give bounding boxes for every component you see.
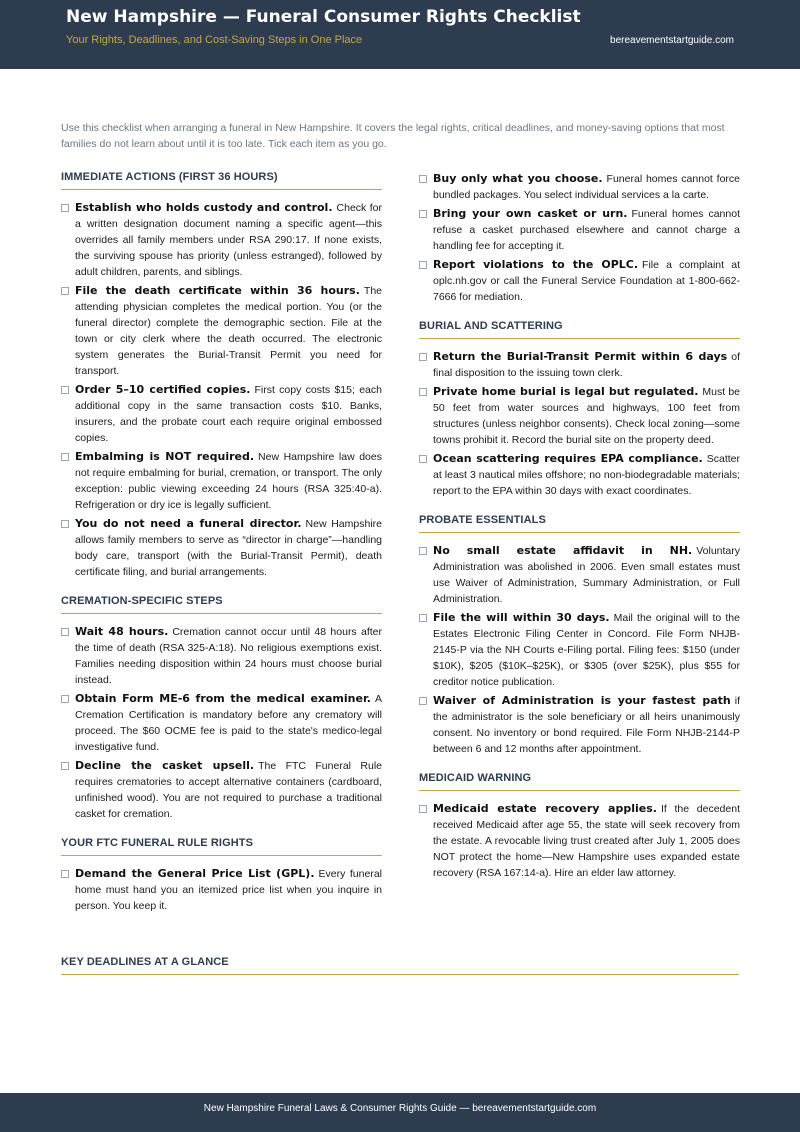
section-heading: IMMEDIATE ACTIONS (FIRST 36 HOURS) [61,171,382,190]
item-lead: Obtain Form ME-6 from the medical examiner. [75,692,371,705]
checkbox[interactable] [61,520,69,528]
left-column [61,171,382,917]
checkbox[interactable] [419,210,427,218]
item-text: Funeral homes cannot refuse a casket purchased elsewhere and cannot charge a handling fee for accepting it. [433,208,740,252]
section-immediate [61,171,382,580]
footer-text: New Hampshire Funeral Laws & Consumer Rights Guide — bereavementstartguide.com [203,1103,597,1114]
checklist-item [61,624,382,688]
item-text: of final disposition to the issuing town clerk. [433,351,740,379]
checkbox[interactable] [61,386,69,394]
section-ftc-continued [419,171,740,305]
checklist-item [419,206,740,254]
checklist-item [61,691,382,755]
item-lead: Establish who holds custody and control. [75,201,333,214]
checkbox[interactable] [419,697,427,705]
item-text: Cremation cannot occur until 48 hours after the time of death (RSA 325-A:18). No religious exemptions exist. Families needing disposition within 24 hours must choose burial instead. [75,626,383,686]
checkbox[interactable] [419,805,427,813]
item-lead: Order 5–10 certified copies. [75,383,251,396]
item-text: Mail the original will to the Estates Electronic Filing Center in Concord. File Form NHJB-2145-P via the NH Courts e-Filing portal. Filing fees: $150 (under $10K), $205 ($10K–$25K), or $305 (over $25K), plus $55 for creditor notice publication. [433,612,740,688]
section-heading: YOUR FTC FUNERAL RULE RIGHTS [61,837,382,856]
page-header [0,0,800,69]
section-heading: PROBATE ESSENTIALS [419,514,740,533]
intro-paragraph: Use this checklist when arranging a funeral in New Hampshire. It covers the legal rights, critical deadlines, and money-saving options that most families do not learn about until it is too late. Tick each item as you go. [61,122,725,150]
item-text: The FTC Funeral Rule requires crematories to accept alternative containers (cardboard, unfinished wood). You are not required to purchase a traditional casket for cremation. [75,760,382,820]
item-lead: Wait 48 hours. [75,625,169,638]
checklist-item [419,693,740,757]
checkbox[interactable] [61,762,69,770]
item-lead: Private home burial is legal but regulated. [433,385,699,398]
item-text: New Hampshire law does not require embalming for burial, cremation, or transport. The only exception: public viewing exceeding 24 hours (RSA 325:40-a). Refrigeration or dry ice is legally sufficient. [75,451,382,511]
item-lead: You do not need a funeral director. [75,517,302,530]
checkbox[interactable] [61,287,69,295]
item-lead: Waiver of Administration is your fastest path [433,694,731,707]
checkbox[interactable] [61,453,69,461]
checkbox[interactable] [419,547,427,555]
item-text: Check for a written designation document naming a specific agent—this overrides all family members under RSA 290:17. If none exists, the surviving spouse has priority (unless estranged), followed by adult children, parents, and siblings. [75,202,382,278]
checkbox[interactable] [419,175,427,183]
item-lead: Ocean scattering requires EPA compliance. [433,452,703,465]
checklist-item [419,171,740,203]
item-text: First copy costs $15; each additional copy in the same transaction costs $10. Banks, insurers, and the probate court each require original embossed copies. [75,384,382,444]
checkbox[interactable] [419,353,427,361]
item-lead: Medicaid estate recovery applies. [433,802,657,815]
checklist-item [61,516,382,580]
section-heading: KEY DEADLINES AT A GLANCE [61,956,739,975]
checklist-item [419,384,740,448]
checklist-item [419,543,740,607]
item-text: if the administrator is the sole beneficiary or all heirs unanimously consent. No inventory or bond required. File Form NHJB-2144-P between 6 and 12 months after appointment. [433,695,740,755]
page-subtitle: Your Rights, Deadlines, and Cost-Saving Steps in One Place [66,34,363,46]
section-heading: BURIAL AND SCATTERING [419,320,740,339]
section-burial [419,320,740,499]
checklist-item [419,801,740,881]
page-title: New Hampshire — Funeral Consumer Rights Checklist [66,7,581,27]
checkbox[interactable] [419,614,427,622]
checklist-item [61,283,382,379]
item-text: Funeral homes cannot force bundled packages. You select individual services a la carte. [433,173,740,201]
item-text: File a complaint at oplc.nh.gov or call the Funeral Service Foundation at 1-800-662-7666 for mediation. [433,259,740,303]
item-lead: File the death certificate within 36 hours. [75,284,360,297]
item-lead: File the will within 30 days. [433,611,610,624]
checklist-item [61,758,382,822]
checkbox[interactable] [61,870,69,878]
checkbox[interactable] [419,261,427,269]
item-lead: Report violations to the OPLC. [433,258,639,271]
item-lead: Bring your own casket or urn. [433,207,628,220]
checklist-item [419,451,740,499]
section-heading: MEDICAID WARNING [419,772,740,791]
item-text: Voluntary Administration was abolished in 2006. Even small estates must use Waiver of Administration, Summary Administration, or Full Administration. [433,545,740,605]
checklist-item [419,257,740,305]
item-lead: Return the Burial-Transit Permit within 6 days [433,350,728,363]
item-text: Must be 50 feet from water sources and highways, 100 feet from structures (unless neighbor consents). Check local zoning—some towns prohibit it. Record the burial site on the property deed. [433,386,740,446]
checklist-item [61,449,382,513]
item-lead: Buy only what you choose. [433,172,603,185]
checklist-item [419,349,740,381]
item-text: The attending physician completes the medical portion. You (or the funeral director) complete the demographic section. File at the town or city clerk where the death occurred. The electronic system generates the Burial-Transit Permit you need for transport. [75,285,382,377]
item-text: Scatter at least 3 nautical miles offshore; no non-biodegradable materials; report to the EPA within 30 days with exact coordinates. [433,453,740,497]
section-medicaid [419,772,740,881]
item-lead: Embalming is NOT required. [75,450,255,463]
section-heading: CREMATION-SPECIFIC STEPS [61,595,382,614]
checklist-item [61,200,382,280]
header-site-url: bereavementstartguide.com [610,35,734,46]
checkbox[interactable] [419,455,427,463]
item-lead: Decline the casket upsell. [75,759,255,772]
item-text: New Hampshire allows family members to serve as “director in charge”—handling body care, transport (with the Burial-Transit Permit), death certificate filing, and burial arrangements. [75,518,382,578]
checkbox[interactable] [61,628,69,636]
item-text: Every funeral home must hand you an itemized price list when you inquire in person. You keep it. [75,868,382,912]
item-text: If the decedent received Medicaid after age 55, the state will seek recovery from the estate. A revocable living trust created after July 1, 2005 does NOT protect the home—New Hampshire uses expanded estate recovery (RSA 167:14-a). Hire an elder law attorney. [433,803,740,879]
checkbox[interactable] [419,388,427,396]
checklist-item [419,610,740,690]
section-cremation [61,595,382,822]
section-deadlines [61,956,739,985]
checklist-item [61,866,382,914]
item-lead: No small estate affidavit in NH. [433,544,693,557]
checkbox[interactable] [61,204,69,212]
page-footer [0,1093,800,1132]
item-lead: Demand the General Price List (GPL). [75,867,315,880]
item-text: A Cremation Certification is mandatory before any crematory will proceed. The $60 OCME fee is paid to the state's medico-legal investigative fund. [75,693,382,753]
checkbox[interactable] [61,695,69,703]
section-probate [419,514,740,757]
section-ftc [61,837,382,914]
right-column [419,171,740,884]
checklist-item [61,382,382,446]
